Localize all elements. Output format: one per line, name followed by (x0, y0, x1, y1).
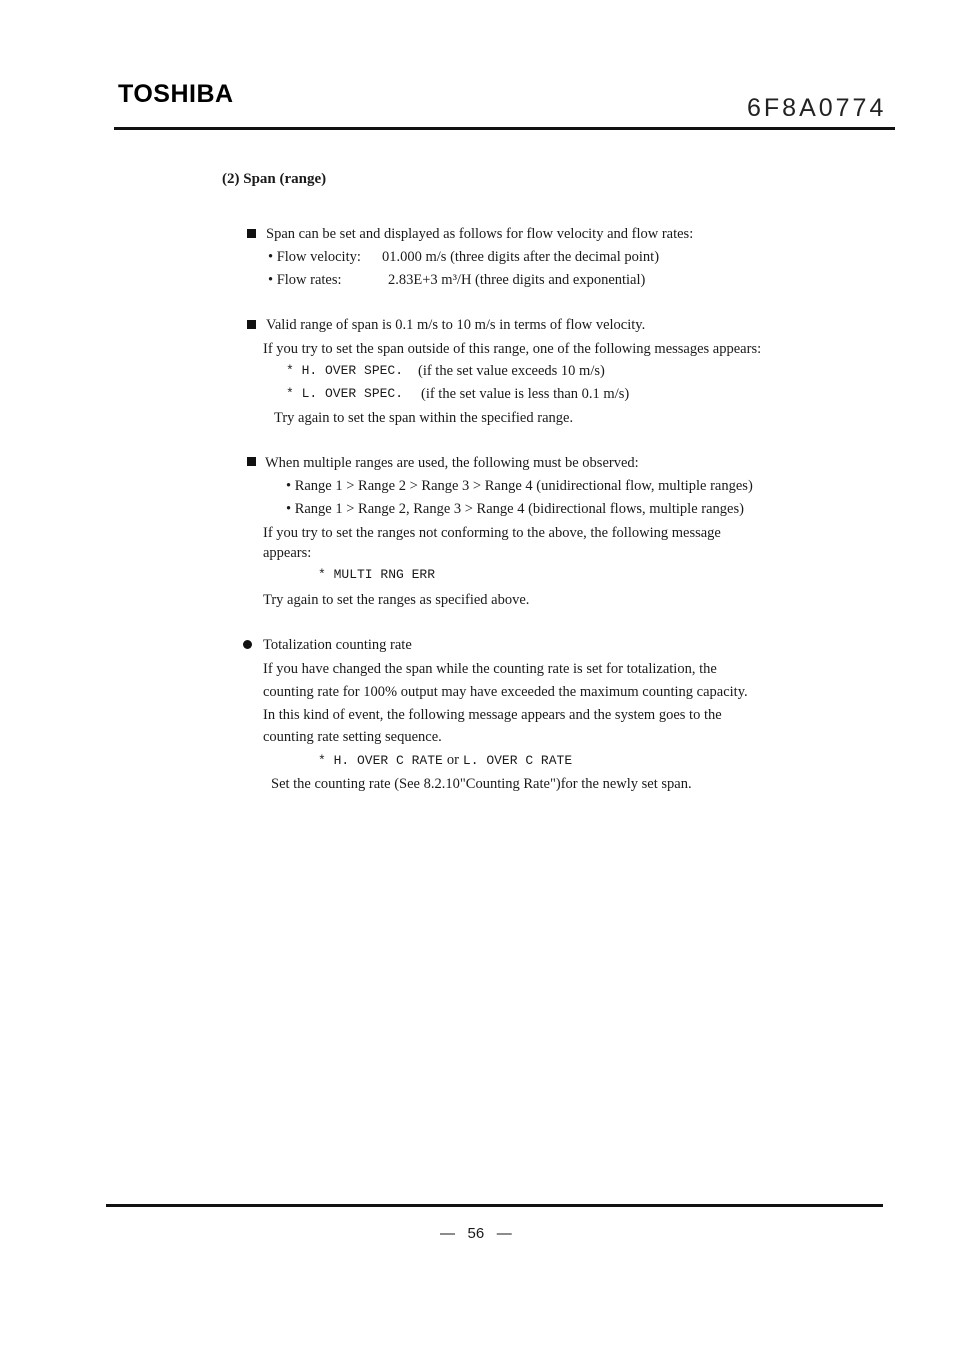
bullet-round-icon (243, 640, 252, 649)
retry-span-text: Try again to set the span within the specified range. (274, 410, 574, 426)
toshiba-logo: TOSHIBA (118, 80, 234, 108)
footer-rule (106, 1204, 883, 1207)
bullet-square-icon (247, 229, 256, 238)
paragraph-nonconforming: If you try to set the ranges not conforming to the above, the following message (263, 525, 721, 541)
paragraph-totalization-title: Totalization counting rate (263, 637, 412, 653)
paragraph-span-display: Span can be set and displayed as follows for flow velocity and flow rates: (266, 226, 694, 242)
bullet-square-icon (247, 457, 256, 466)
paragraph-outside-range: If you try to set the span outside of this range, one of the following messages appears: (263, 341, 762, 357)
message-h-over-spec-note: (if the set value exceeds 10 m/s) (418, 363, 605, 379)
flow-velocity-label: • Flow velocity: (268, 249, 361, 265)
section-title: (2) Span (range) (222, 171, 327, 187)
document-number: 6F8A0774 (747, 94, 887, 122)
paragraph-nonconforming-cont: appears: (263, 545, 312, 561)
paragraph-totalization-line2: counting rate for 100% output may have exceeded the maximum counting capacity. (263, 684, 748, 700)
header-rule (114, 127, 895, 130)
range-rule-bidirectional: • Range 1 > Range 2, Range 3 > Range 4 (bidirectional flows, multiple ranges) (286, 501, 744, 517)
message-or-text: or (446, 752, 459, 768)
message-multi-rng-err: * MULTI RNG ERR (318, 567, 436, 582)
retry-ranges-text: Try again to set the ranges as specified above. (263, 592, 530, 608)
message-l-over-spec-note: (if the set value is less than 0.1 m/s) (421, 386, 630, 402)
paragraph-totalization-line4: counting rate setting sequence. (263, 729, 442, 745)
flow-velocity-value: 01.000 m/s (three digits after the decimal point) (382, 249, 660, 265)
bullet-square-icon (247, 320, 256, 329)
paragraph-totalization-line1: If you have changed the span while the counting rate is set for totalization, the (263, 661, 717, 677)
message-l-over-c-rate: L. OVER C RATE (462, 753, 573, 768)
paragraph-valid-range: Valid range of span is 0.1 m/s to 10 m/s in terms of flow velocity. (266, 317, 646, 333)
set-counting-rate-text: Set the counting rate (See 8.2.10"Counting Rate")for the newly set span. (271, 776, 692, 792)
message-over-c-rate-line (318, 751, 572, 769)
message-h-over-c-rate: * H. OVER C RATE (318, 753, 443, 768)
message-h-over-spec: * H. OVER SPEC. (286, 363, 404, 378)
message-l-over-spec: * L. OVER SPEC. (286, 386, 404, 401)
flow-rates-label: • Flow rates: (268, 272, 342, 288)
flow-rates-value: 2.83E+3 m³/H (three digits and exponential) (388, 272, 646, 288)
page-number: — 56 — (440, 1225, 512, 1242)
paragraph-multiple-ranges: When multiple ranges are used, the following must be observed: (265, 455, 639, 471)
range-rule-unidirectional: • Range 1 > Range 2 > Range 3 > Range 4 (unidirectional flow, multiple ranges) (286, 478, 753, 494)
paragraph-totalization-line3: In this kind of event, the following message appears and the system goes to the (263, 707, 722, 723)
